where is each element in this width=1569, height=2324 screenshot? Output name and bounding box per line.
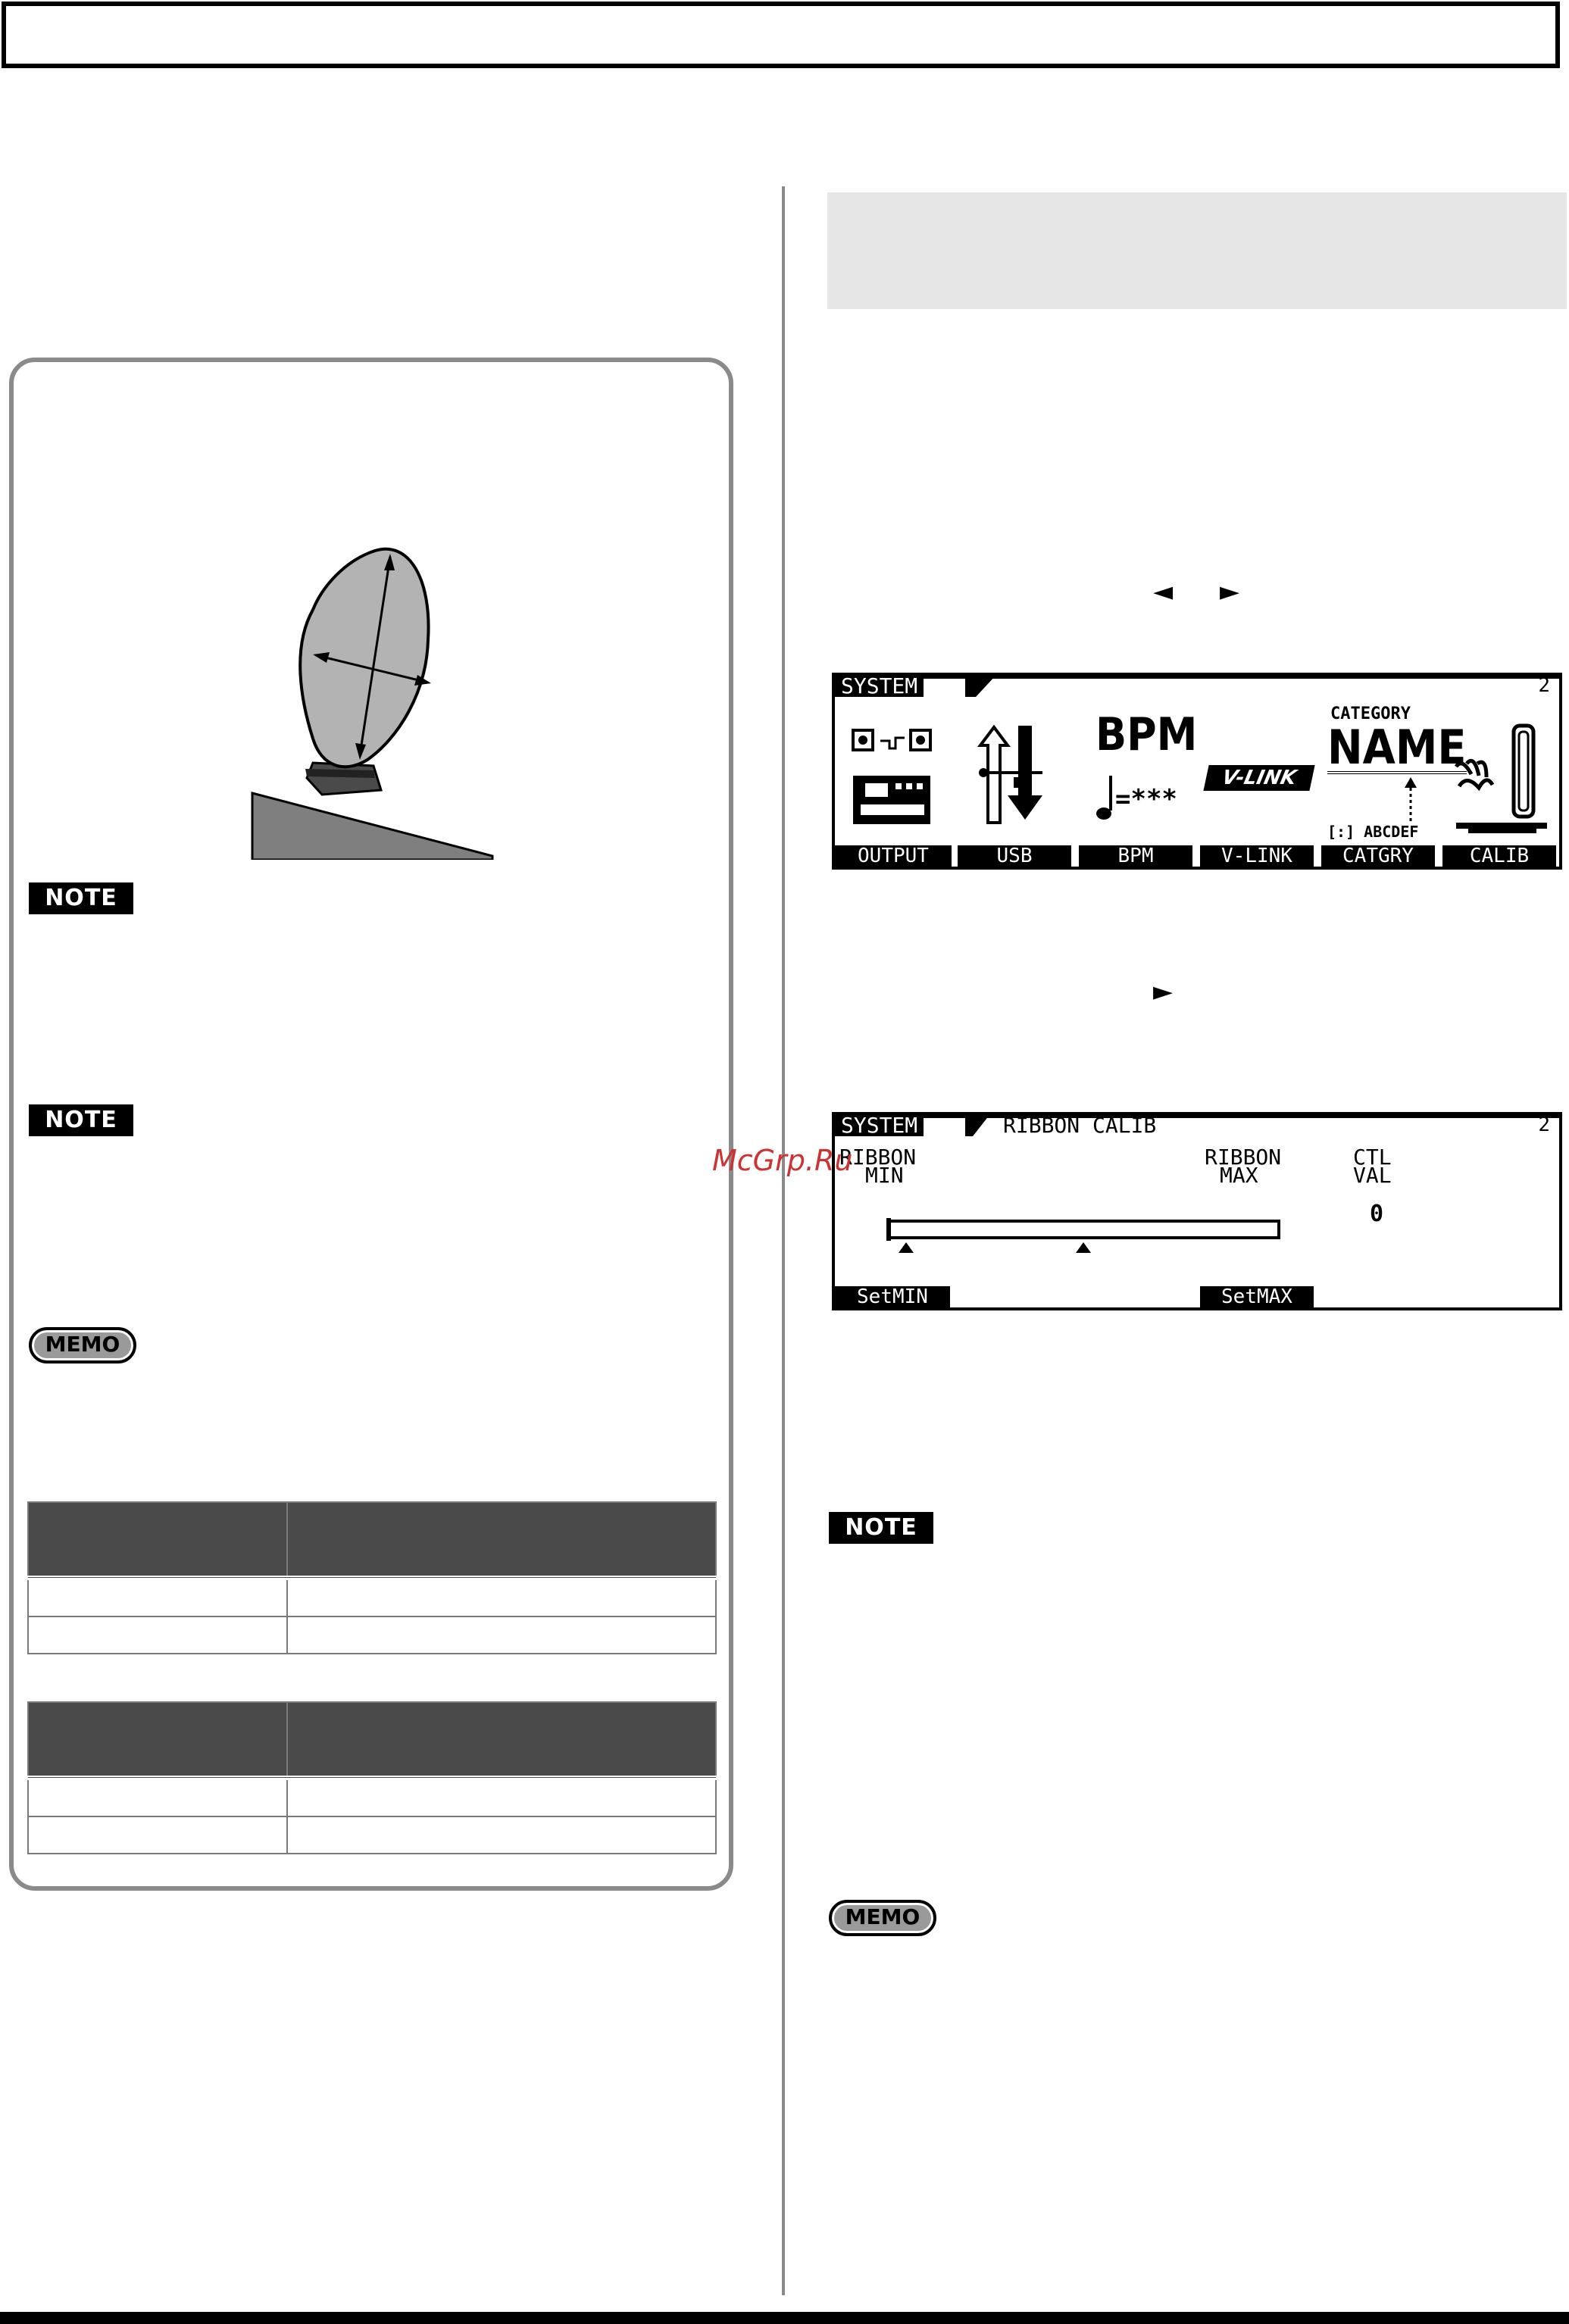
parameter-table-2 (27, 1701, 717, 1854)
lcd-name-label: NAME (1327, 720, 1467, 775)
set-max-button[interactable]: SetMAX (1200, 1286, 1314, 1307)
lcd-system-screen (832, 673, 1562, 870)
set-min-button[interactable]: SetMIN (835, 1286, 950, 1307)
ribbon-pad-edge (305, 769, 375, 778)
function-button-bpm[interactable]: BPM (1079, 845, 1192, 867)
ribbon-max-label-line1: RIBBON (1205, 1145, 1282, 1170)
lcd-title: SYSTEM (835, 676, 924, 697)
ribbon-touch-illustration (246, 542, 504, 860)
watermark-text: McGrp.Ru (712, 1144, 853, 1177)
note-badge: NOTE (829, 1512, 933, 1544)
max-marker-icon (1076, 1242, 1091, 1253)
lcd-title-line (835, 1115, 1559, 1118)
table-row (28, 1778, 716, 1816)
lcd-title: SYSTEM (835, 1115, 924, 1136)
ribbon-range-bar-start (886, 1218, 891, 1241)
usb-transfer-icon (973, 723, 1052, 826)
lcd-ribbon-calib-screen (832, 1112, 1562, 1310)
table-cell (287, 1778, 716, 1816)
table-cell (28, 1616, 287, 1654)
ctl-val-label-line1: CTL (1353, 1145, 1392, 1170)
ribbon-surface (252, 793, 492, 860)
output-routing-icon (850, 726, 935, 826)
table-header-cell (287, 1502, 716, 1578)
page-footer-bar (0, 2312, 1569, 2324)
function-button-vlink[interactable]: V-LINK (1200, 845, 1314, 867)
table-header-row (28, 1702, 716, 1778)
min-marker-icon (899, 1242, 914, 1253)
function-button-output[interactable]: OUTPUT (835, 845, 952, 867)
vlink-logo: V-LINK (1203, 765, 1314, 791)
table-row (28, 1616, 716, 1654)
function-button-calib[interactable]: CALIB (1442, 845, 1556, 867)
note-badge: NOTE (29, 1104, 133, 1136)
ctl-value-readout: 0 (1370, 1201, 1384, 1227)
table-cell (287, 1578, 716, 1616)
table-cell (28, 1578, 287, 1616)
cursor-right-button-glyph: ► (1220, 576, 1240, 607)
column-divider (782, 186, 785, 2295)
ribbon-min-label-line1: RIBBON (839, 1145, 917, 1170)
page-header-box (2, 2, 1560, 68)
lcd-subtitle: RIBBON CALIB (1003, 1113, 1157, 1138)
ribbon-max-label-line2: MAX (1220, 1163, 1258, 1188)
table-cell (287, 1816, 716, 1854)
ribbon-min-label-line2: MIN (865, 1163, 904, 1188)
lcd-page-indicator: 2 (1538, 1114, 1550, 1136)
table-row (28, 1816, 716, 1854)
lcd-title-line (835, 676, 1559, 679)
cursor-up-icon (1403, 777, 1418, 823)
function-button-category[interactable]: CATGRY (1321, 845, 1435, 867)
memo-badge: MEMO (29, 1327, 136, 1363)
table-cell (287, 1616, 716, 1654)
parameter-table-1 (27, 1501, 717, 1654)
table-cell (28, 1778, 287, 1816)
cursor-right-button-glyph: ► (1153, 976, 1174, 1007)
table-header-cell (28, 1502, 287, 1578)
table-header-row (28, 1502, 716, 1578)
lcd-charset-label: [:] ABCDEF (1327, 823, 1419, 841)
lcd-title-slant (965, 676, 995, 697)
table-row (28, 1578, 716, 1616)
lcd-page-indicator: 2 (1538, 674, 1550, 697)
table-header-cell (28, 1702, 287, 1778)
quarter-note-icon (1095, 774, 1115, 823)
lcd-bpm-label: BPM (1095, 708, 1198, 761)
lcd-category-label: CATEGORY (1330, 704, 1411, 723)
table-cell (28, 1816, 287, 1854)
lcd-tempo-value: =*** (1115, 784, 1177, 814)
section-heading-box (827, 192, 1567, 309)
function-button-usb[interactable]: USB (958, 845, 1071, 867)
table-header-cell (287, 1702, 716, 1778)
cursor-left-button-glyph: ◄ (1153, 576, 1174, 607)
note-badge: NOTE (29, 882, 133, 914)
ctl-val-label-line2: VAL (1353, 1163, 1392, 1188)
ribbon-calibration-icon (1449, 721, 1555, 835)
memo-badge: MEMO (829, 1900, 936, 1936)
ribbon-range-bar (886, 1220, 1280, 1239)
lcd-title-slant (965, 1115, 989, 1136)
